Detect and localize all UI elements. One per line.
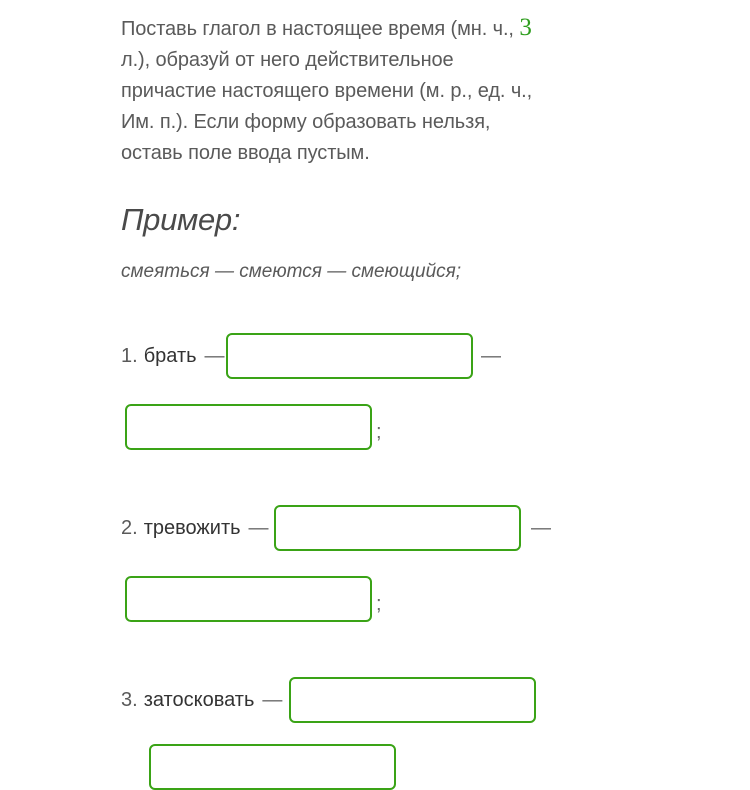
task-verb: затосковать bbox=[143, 688, 255, 711]
task-1-line bbox=[121, 333, 501, 379]
task-number: 3. bbox=[121, 688, 138, 711]
task-3-present-input[interactable] bbox=[289, 677, 536, 723]
task-3-line bbox=[121, 677, 290, 723]
dash: — bbox=[531, 516, 551, 539]
task-1-present-input[interactable] bbox=[226, 333, 473, 379]
instruction-part-1: Поставь глагол в настоящее время (мн. ч., bbox=[121, 18, 520, 40]
task-2-present-input[interactable] bbox=[274, 505, 521, 551]
task-verb: брать bbox=[143, 344, 197, 367]
instruction-person-number: 3 bbox=[519, 14, 532, 41]
dash: — bbox=[262, 688, 283, 711]
example-text: смеяться — смеются — смеющийся; bbox=[121, 261, 462, 282]
task-number: 2. bbox=[121, 516, 138, 539]
semicolon: ; bbox=[376, 421, 382, 443]
task-content bbox=[121, 12, 551, 169]
dash: — bbox=[204, 344, 225, 367]
task-2-participle-input[interactable] bbox=[125, 576, 372, 622]
task-1-participle-input[interactable] bbox=[125, 404, 372, 450]
task-2-line bbox=[121, 505, 551, 551]
task-verb: тревожить bbox=[143, 516, 241, 539]
dash: — bbox=[248, 516, 269, 539]
instruction-part-2: л.), образуй от него действительное причастие настоящего времени (м. р., ед. ч., Им. п.). Если форму образовать нельзя, оставь поле ввода пустым. bbox=[121, 49, 533, 164]
task-2-second-line bbox=[125, 576, 382, 622]
task-1-second-line bbox=[125, 404, 382, 450]
dash: — bbox=[481, 344, 501, 367]
task-number: 1. bbox=[121, 344, 138, 367]
task-3-participle-input[interactable] bbox=[149, 744, 396, 790]
semicolon: ; bbox=[376, 593, 382, 615]
example-title: Пример: bbox=[121, 202, 241, 237]
instruction-text bbox=[121, 12, 551, 169]
task-3-second-line bbox=[125, 744, 396, 764]
